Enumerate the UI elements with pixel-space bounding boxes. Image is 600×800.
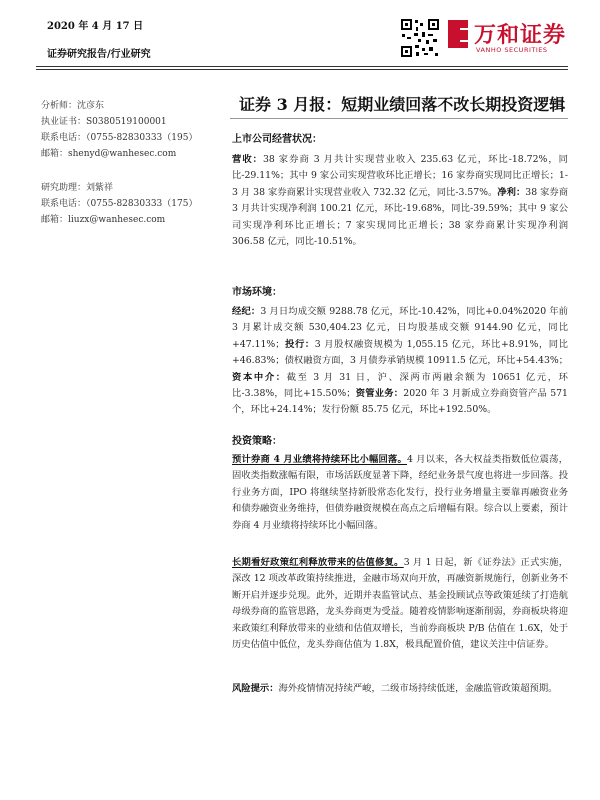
brand-logo-english: VANHO SECURITIES [476,46,548,54]
phone-label: 联系电话： [41,133,87,143]
capital-lead: 资本中介： [232,371,287,383]
ib-lead: 投行： [284,338,315,350]
revenue-lead: 营收： [232,154,263,165]
email-label: 邮箱： [41,149,69,159]
cert-label: 执业证书： [41,117,87,127]
strategy2-lead: 长期看好政策红利释放带来的估值修复。 [232,557,404,568]
am-lead: 资管业务： [355,388,404,400]
assistant-name: 刘紫祥 [86,183,114,193]
phone2-value: （0755-82830333（175） [86,199,198,209]
phone2-label: 联系电话： [41,199,87,209]
strategy-paragraph-2 [232,555,568,653]
listed-paragraph [232,152,568,250]
assistant-info [41,180,197,228]
analyst-name: 沈彦东 [77,101,105,111]
strategy2-body: 3 月 1 日起，新《证券法》正式实施，深改 12 项改革政策持续推进，金融市场双向开放，再融资新规施行，创新业务不断开启并逐步兑现。此外，近期并表监管试点、基金投顾试点等政策延续了打造航母级券商的监管思路，龙头券商更为受益。随着疫情影响逐渐削弱，券商板块将迎来政策红利释放带来的业绩和估值双增长，当前券商板块 P/B 估值在 1.6X，处于历史估值中低位，龙头券商估值为 1.8X，极具配置价值，建议关注中信证券。 [232,557,568,651]
brokerage-body: 3 月日均成交额 9288.78 亿元，环比-10.42%，同比+0.04%2020 年前 3 月累计成交额 530,404.23 亿元，日均股基成交额 9144.90 亿元，同比+47.11%； [232,306,568,350]
capital-body: 截至 3 月 31 日，沪、深两市两融余额为 10651 亿元，环比-3.38%，同比+15.50%； [232,371,568,400]
ib-body: 3 月股权融资规模为 1,055.15 亿元，环比+8.91%，同比+46.83%；债权融资方面，3 月债券承销规模 10911.5 亿元，环比+54.43%； [232,338,568,367]
brand-logo-text: 万和证券 [474,23,567,48]
vanho-logo-mark-icon [446,16,472,52]
report-category: 证券研究报告/行业研究 [47,49,151,60]
am-body: 2020 年 3 月新成立券商资管产品 571 个，环比+24.14%；发行份额 85.75 亿元，环比+192.50%。 [232,388,568,416]
email2-link[interactable]: liuzx@wanhesec.com [68,215,166,225]
title-underline [230,118,568,119]
strategy1-lead: 预计券商 4 月业绩将持续环比小幅回落。 [232,454,407,465]
section-heading-strategy: 投资策略： [232,436,282,447]
analyst-label: 分析师： [41,101,78,111]
phone-value: （0755-82830333（195） [86,133,198,143]
section-heading-market: 市场环境： [232,287,282,298]
market-paragraph [232,304,568,419]
assistant-label: 研究助理： [41,183,87,193]
report-title: 证券 3 月报：短期业绩回落不改长期投资逻辑 [239,95,566,114]
risk-body: 海外疫情情况持续严峻，二级市场持续低迷，金融监管政策超预期。 [278,683,558,694]
section-heading-listed: 上市公司经营状况： [232,134,322,145]
risk-paragraph [232,681,568,697]
risk-lead: 风险提示： [232,683,279,694]
profit-lead: 净利： [497,186,526,198]
strategy-paragraph-1 [232,452,568,534]
strategy1-body: 4 月以来，各大权益类指数低位震荡，固收类指数涨幅有限，市场活跃度显著下降，经纪业务景气度也将进一步回落。投行业务方面，IPO 将继续坚持新股常态化发行，投行业务增量主要靠再融资业务和债券融资业务维持，但债券融资规模在高点之后增幅有限。综合以上要素，预计券商 4 月业绩将持续环比小幅回落。 [232,454,568,531]
email2-label: 邮箱： [41,215,69,225]
profit-body: 38 家券商 3 月共计实现净利润 100.21 亿元，环比-19.68%，同比-39.59%；其中 9 家公司实现净利环比正增长；7 家实现同比正增长；38 家券商累计实现净利润 306.58 亿元，同比-10.51%。 [232,186,568,248]
revenue-body: 38 家券商 3 月共计实现营业收入 235.63 亿元，环比-18.72%，同比-29.11%；其中 9 家公司实现营收环比正增长；16 家券商实现同比正增长；1-3 月 38 家券商累计实现营业收入 732.32 亿元，同比-3.57%。 [232,154,568,198]
report-date: 2020 年 4 月 17 日 [47,21,144,32]
header-divider [36,66,568,67]
header-divider-thin [36,69,568,70]
analyst-info [41,98,197,162]
brokerage-lead: 经纪： [232,306,261,317]
cert-value: S0380519100001 [86,117,167,127]
qr-code-icon [400,18,440,58]
email-link[interactable]: shenyd@wanhesec.com [68,149,177,159]
